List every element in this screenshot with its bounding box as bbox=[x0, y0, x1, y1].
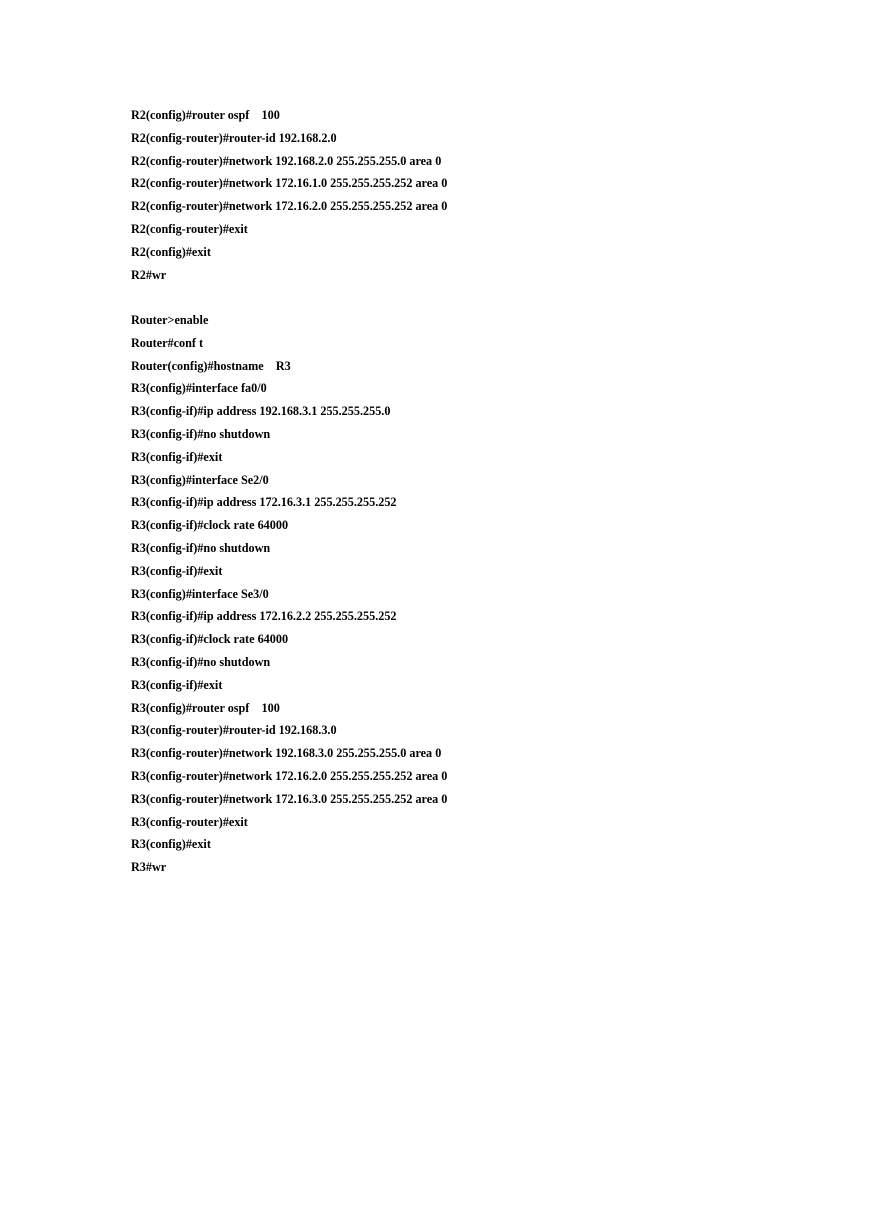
config-line: R3#wr bbox=[131, 860, 167, 875]
config-line: R3(config-if)#exit bbox=[131, 563, 223, 578]
config-line: R3(config-if)#exit bbox=[131, 449, 223, 464]
config-line: R3(config-if)#ip address 192.168.3.1 255.255.255.0 bbox=[131, 404, 391, 419]
config-line: R3(config-if)#ip address 172.16.3.1 255.255.255.252 bbox=[131, 495, 397, 510]
config-line: R3(config)#exit bbox=[131, 837, 211, 852]
config-line: R3(config-router)#network 172.16.2.0 255.255.255.252 area 0 bbox=[131, 768, 448, 783]
config-line: R3(config-if)#exit bbox=[131, 677, 223, 692]
config-line: R3(config-router)#network 192.168.3.0 255.255.255.0 area 0 bbox=[131, 746, 442, 761]
config-line: R3(config)#interface Se2/0 bbox=[131, 472, 269, 487]
config-line: Router(config)#hostname R3 bbox=[131, 358, 291, 373]
config-line: R2(config-router)#router-id 192.168.2.0 bbox=[131, 130, 337, 145]
config-line: R3(config-router)#router-id 192.168.3.0 bbox=[131, 723, 337, 738]
config-line: R3(config-if)#no shutdown bbox=[131, 654, 271, 669]
config-line: R2(config-router)#exit bbox=[131, 221, 248, 236]
config-line: R3(config-if)#clock rate 64000 bbox=[131, 632, 289, 647]
config-line: R2(config)#router ospf 100 bbox=[131, 108, 280, 122]
config-line: R3(config-if)#no shutdown bbox=[131, 426, 271, 441]
config-line: R3(config)#interface fa0/0 bbox=[131, 381, 267, 396]
config-line: R2#wr bbox=[131, 267, 167, 282]
config-line: R3(config-if)#clock rate 64000 bbox=[131, 518, 289, 533]
config-line: R3(config)#router ospf 100 bbox=[131, 700, 280, 715]
config-line: R3(config)#interface Se3/0 bbox=[131, 586, 269, 601]
config-line: R3(config-router)#exit bbox=[131, 814, 248, 829]
config-line: Router#conf t bbox=[131, 335, 204, 350]
config-line: R3(config-router)#network 172.16.3.0 255.255.255.252 area 0 bbox=[131, 791, 448, 806]
r3-config-block bbox=[131, 309, 447, 879]
config-line: R3(config-if)#ip address 172.16.2.2 255.255.255.252 bbox=[131, 609, 397, 624]
config-line: R2(config)#exit bbox=[131, 244, 211, 259]
config-line: R3(config-if)#no shutdown bbox=[131, 540, 271, 555]
config-line: R2(config-router)#network 192.168.2.0 255.255.255.0 area 0 bbox=[131, 153, 442, 168]
config-line: Router>enable bbox=[131, 313, 209, 327]
config-line: R2(config-router)#network 172.16.2.0 255.255.255.252 area 0 bbox=[131, 199, 448, 214]
config-line: R2(config-router)#network 172.16.1.0 255.255.255.252 area 0 bbox=[131, 176, 448, 191]
r2-config-block bbox=[131, 104, 447, 286]
